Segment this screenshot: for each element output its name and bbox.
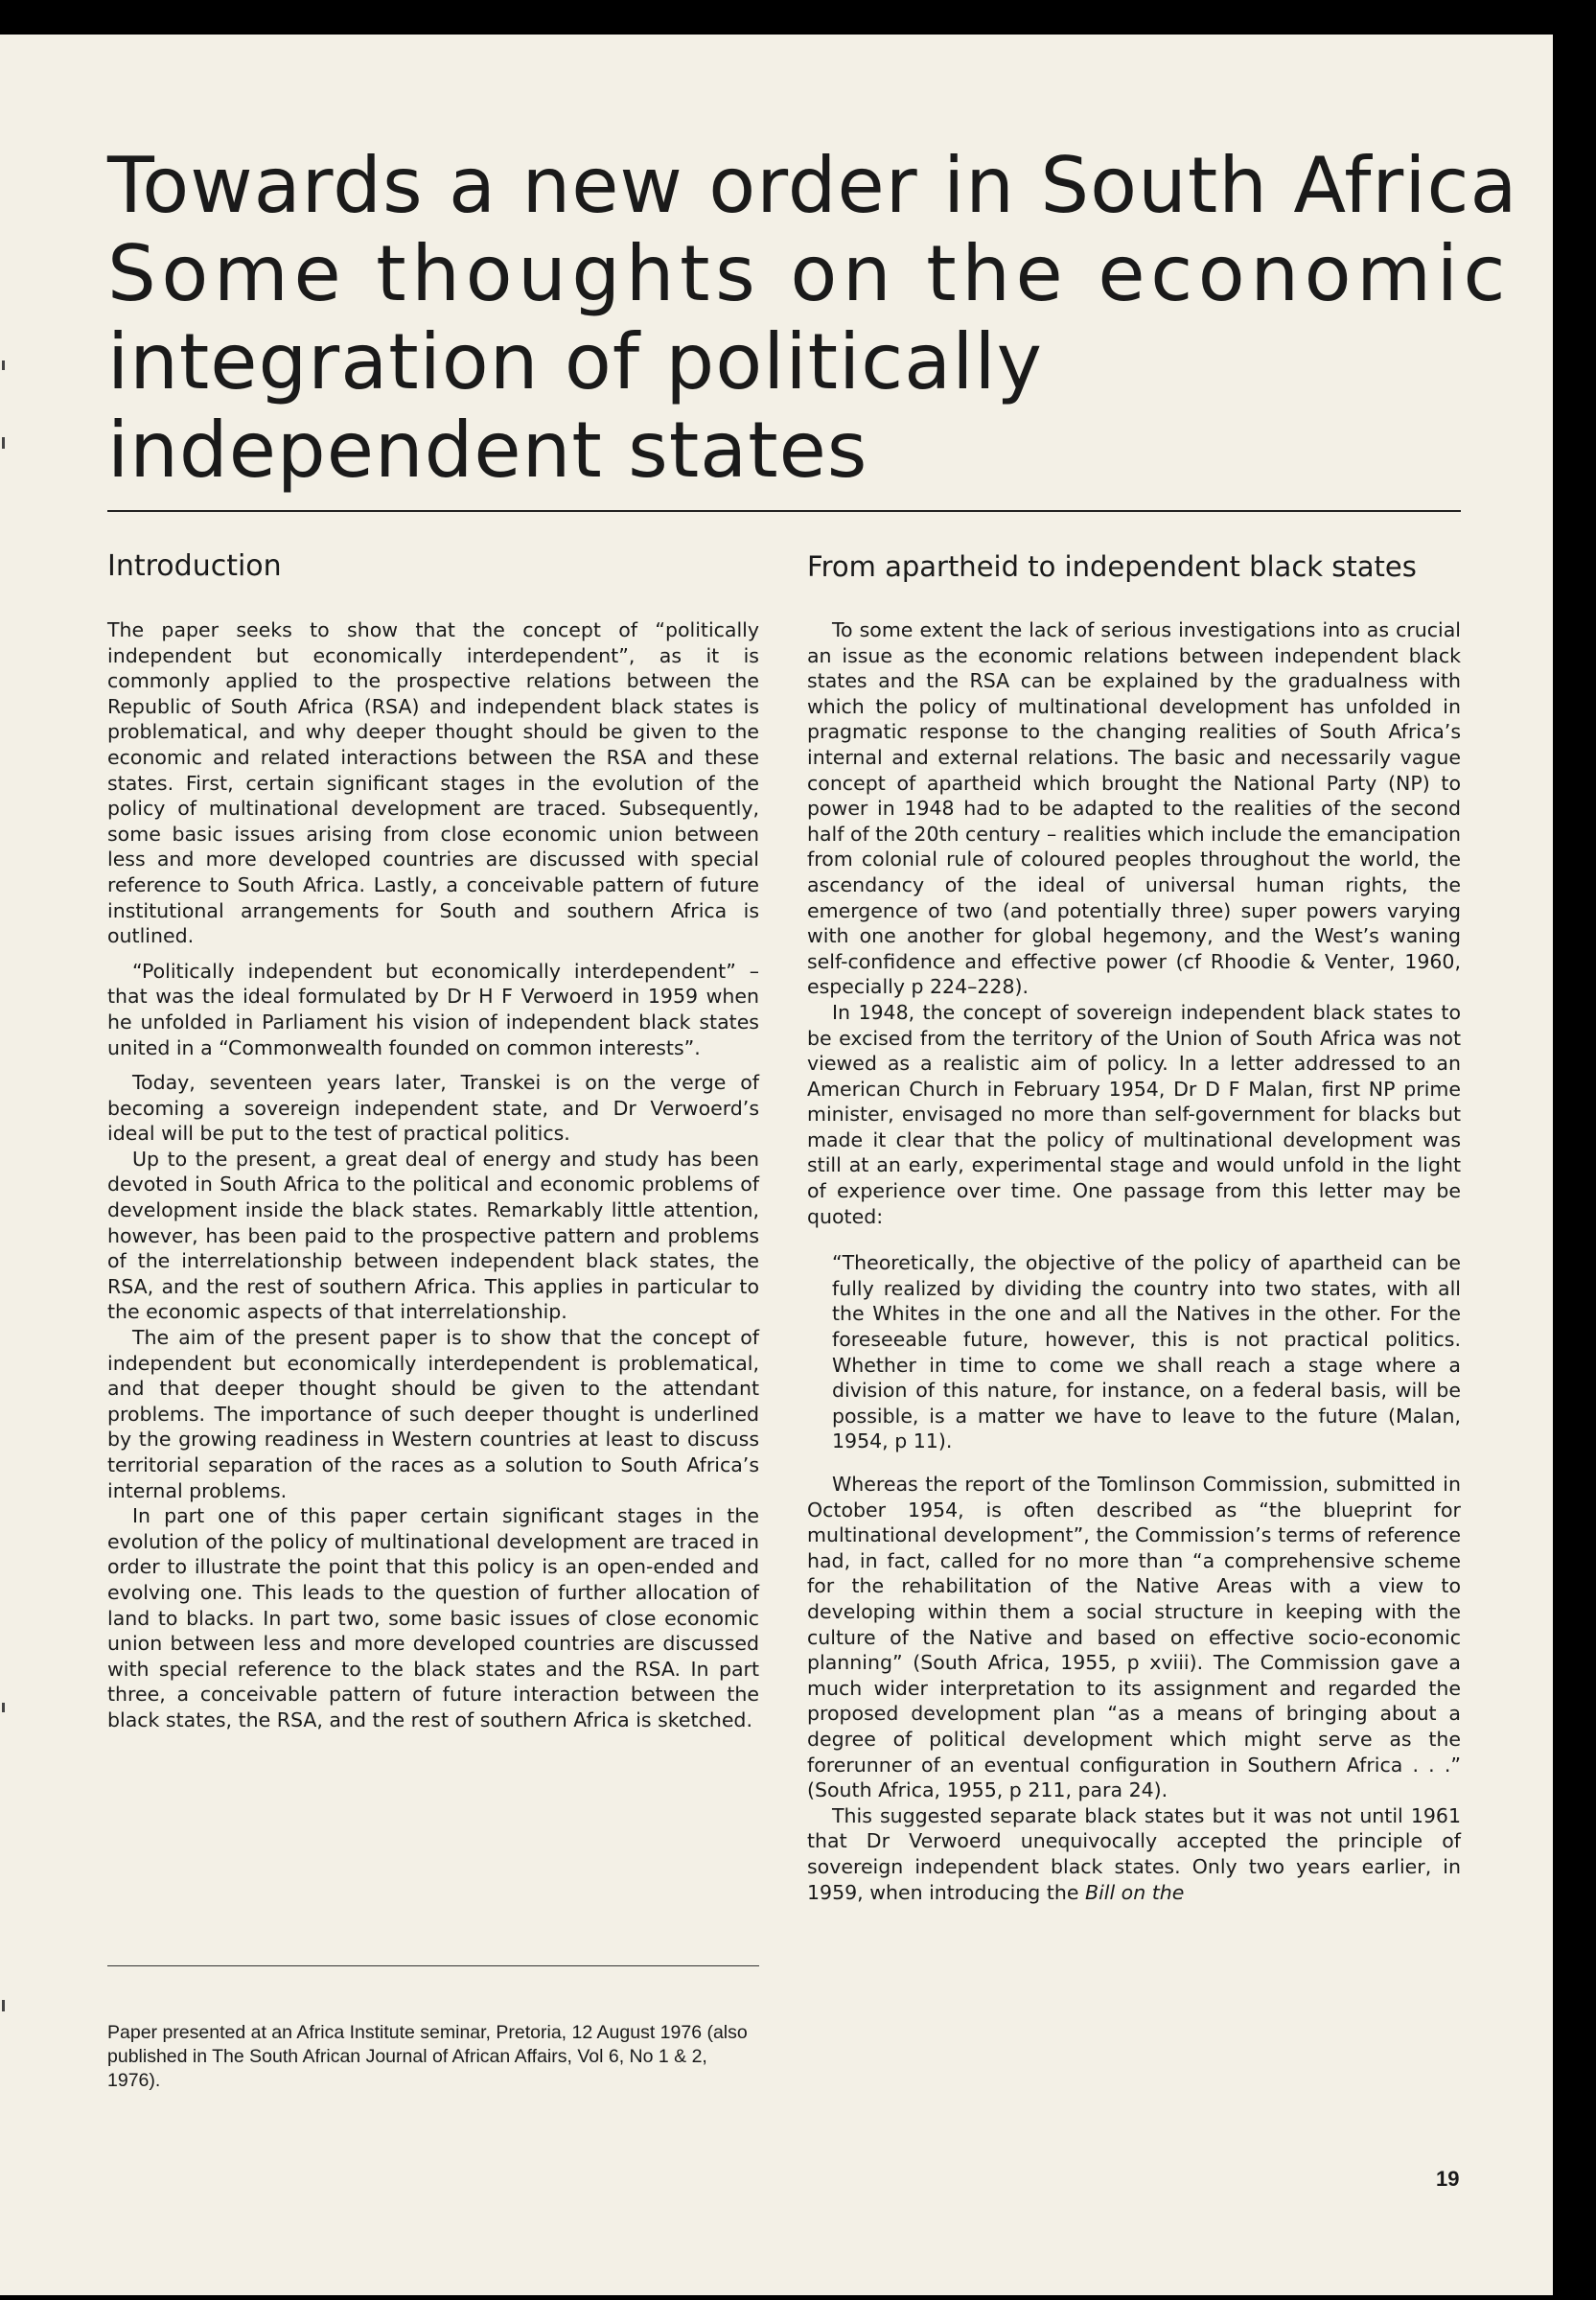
italic-bill-title: Bill on the xyxy=(1085,1880,1185,1904)
title-line-1: Towards a new order in South Africa xyxy=(107,141,1518,230)
margin-mark xyxy=(2,360,5,370)
section-heading-introduction: Introduction xyxy=(107,549,282,583)
paragraph xyxy=(807,1803,1461,1905)
margin-mark xyxy=(2,1703,5,1712)
paragraph: In part one of this paper certain significant stages in the evolution of the policy of multinational development are traced in order to illustrate the point that this policy is an open-ended and evolving one. This leads to the question of further allocation of land to blacks. In part two, some basic issues of close economic union between less and more developed countries are discussed with special reference to the black states and the RSA. In part three, a conceivable pattern of future interaction between the black states, the RSA, and the rest of southern Africa is sketched. xyxy=(107,1504,759,1731)
footnote: Paper presented at an Africa Institute seminar, Pretoria, 12 August 1976 (also published in The South African Journal of African Affairs, Vol 6, No 1 & 2, 1976). xyxy=(107,2022,748,2091)
section-heading-apartheid: From apartheid to independent black states xyxy=(807,550,1417,583)
paragraph: To some extent the lack of serious investigations into as crucial an issue as the economic relations between independent black states and the RSA can be explained by the gradualness with which the policy of multinational development has unfolded in pragmatic response to the changing realities of South Africa’s internal and external relations. The basic and necessarily vague concept of apartheid which brought the National Party (NP) to power in 1948 had to be adapted to the realities of the second half of the 20th century – realities which include the emancipation from colonial rule of coloured peoples throughout the world, the ascendancy of the ideal of universal human rights, the emergence of two (and potentially three) super powers varying with one another for global hegemony, and the West’s waning self-confidence and effective power (cf Rhoodie & Venter, 1960, especially p 224–228). xyxy=(807,618,1462,999)
footnote-divider xyxy=(107,1965,759,1966)
left-column xyxy=(107,543,759,1733)
document-page xyxy=(0,35,1553,2295)
paragraph: The paper seeks to show that the concept of “politically independent but economically interdependent”, as it is commonly applied to the prospective relations between the Republic of South Africa (RSA) and independent black states is problematical, and why deeper thought should be given to the economic and related interactions between the RSA and these states. First, certain significant stages in the evolution of the policy of multinational development are traced. Subsequently, some basic issues arising from close economic union between less and more developed countries are discussed with special reference to South Africa. Lastly, a conceivable pattern of future institutional arrangements for South and southern Africa is outlined. xyxy=(107,618,759,948)
margin-mark xyxy=(2,437,5,449)
title-line-4: independent states xyxy=(107,406,868,495)
paragraph: In 1948, the concept of sovereign independent black states to be excised from the territory of the Union of South Africa was not viewed as a realistic aim of policy. In a letter addressed to an American Church in February 1954, Dr D F Malan, first NP prime minister, envisaged no more than self-government for blacks but made it clear that the policy of multinational development was still at an early, experimental stage and would unfold in the light of experience over time. One passage from this letter may be quoted: xyxy=(807,1000,1461,1228)
paragraph: Up to the present, a great deal of energy and study has been devoted in South Africa to the political and economic problems of development inside the black states. Remarkably little attention, however, has been paid to the prospective pattern and problems of the interrelationship between independent black states, the RSA, and the rest of southern Africa. This applies in particular to the economic aspects of that interrelationship. xyxy=(107,1147,759,1324)
paragraph-text: This suggested separate black states but it was not until 1961 that Dr Verwoerd unequivocally accepted the principle of sovereign independent black states. Only two years earlier, in 1959, when introducing the xyxy=(807,1803,1461,1904)
block-quote: “Theoretically, the objective of the policy of apartheid can be fully realized by dividing the country into two states, with all the Whites in the one and all the Natives in the other. For the foreseeable future, however, this is not practical politics. Whether in time to come we shall reach a stage where a division of this nature, for instance, on a federal basis, will be possible, is a matter we have to leave to the future (Malan, 1954, p 11). xyxy=(832,1251,1461,1453)
title-divider xyxy=(107,510,1461,512)
title-line-2: Some thoughts on the economic xyxy=(107,229,1512,318)
article-title xyxy=(107,141,1518,495)
paragraph: The aim of the present paper is to show that the concept of independent but economically interdependent is problematical, and that deeper thought should be given to the attendant problems. The importance of such deeper thought is underlined by the growing readiness in Western countries at least to discuss territorial separation of the races as a solution to South Africa’s internal problems. xyxy=(107,1326,759,1502)
right-column xyxy=(807,543,1461,1905)
margin-mark xyxy=(2,2000,5,2011)
page-number: 19 xyxy=(1436,2167,1460,2191)
paragraph: Today, seventeen years later, Transkei is on the verge of becoming a sovereign independent state, and Dr Verwoerd’s ideal will be put to the test of practical politics. xyxy=(107,1071,759,1146)
paragraph: “Politically independent but economically interdependent” – that was the ideal formulated by Dr H F Verwoerd in 1959 when he unfolded in Parliament his vision of independent black states united in a “Commonwealth founded on common interests”. xyxy=(107,959,759,1059)
paragraph: Whereas the report of the Tomlinson Commission, submitted in October 1954, is often described as “the blueprint for multinational development”, the Commission’s terms of reference had, in fact, called for no more than “a comprehensive scheme for the rehabilitation of the Native Areas with a view to developing within them a social structure in keeping with the culture of the Native and based on effective socio-economic planning” (South Africa, 1955, p xviii). The Commission gave a much wider interpretation to its assignment and regarded the proposed development plan “as a means of bringing about a degree of political development which might serve as the forerunner of an eventual configuration in Southern Africa . . .” (South Africa, 1955, p 211, para 24). xyxy=(807,1473,1461,1802)
title-line-3: integration of politically xyxy=(107,317,1043,407)
